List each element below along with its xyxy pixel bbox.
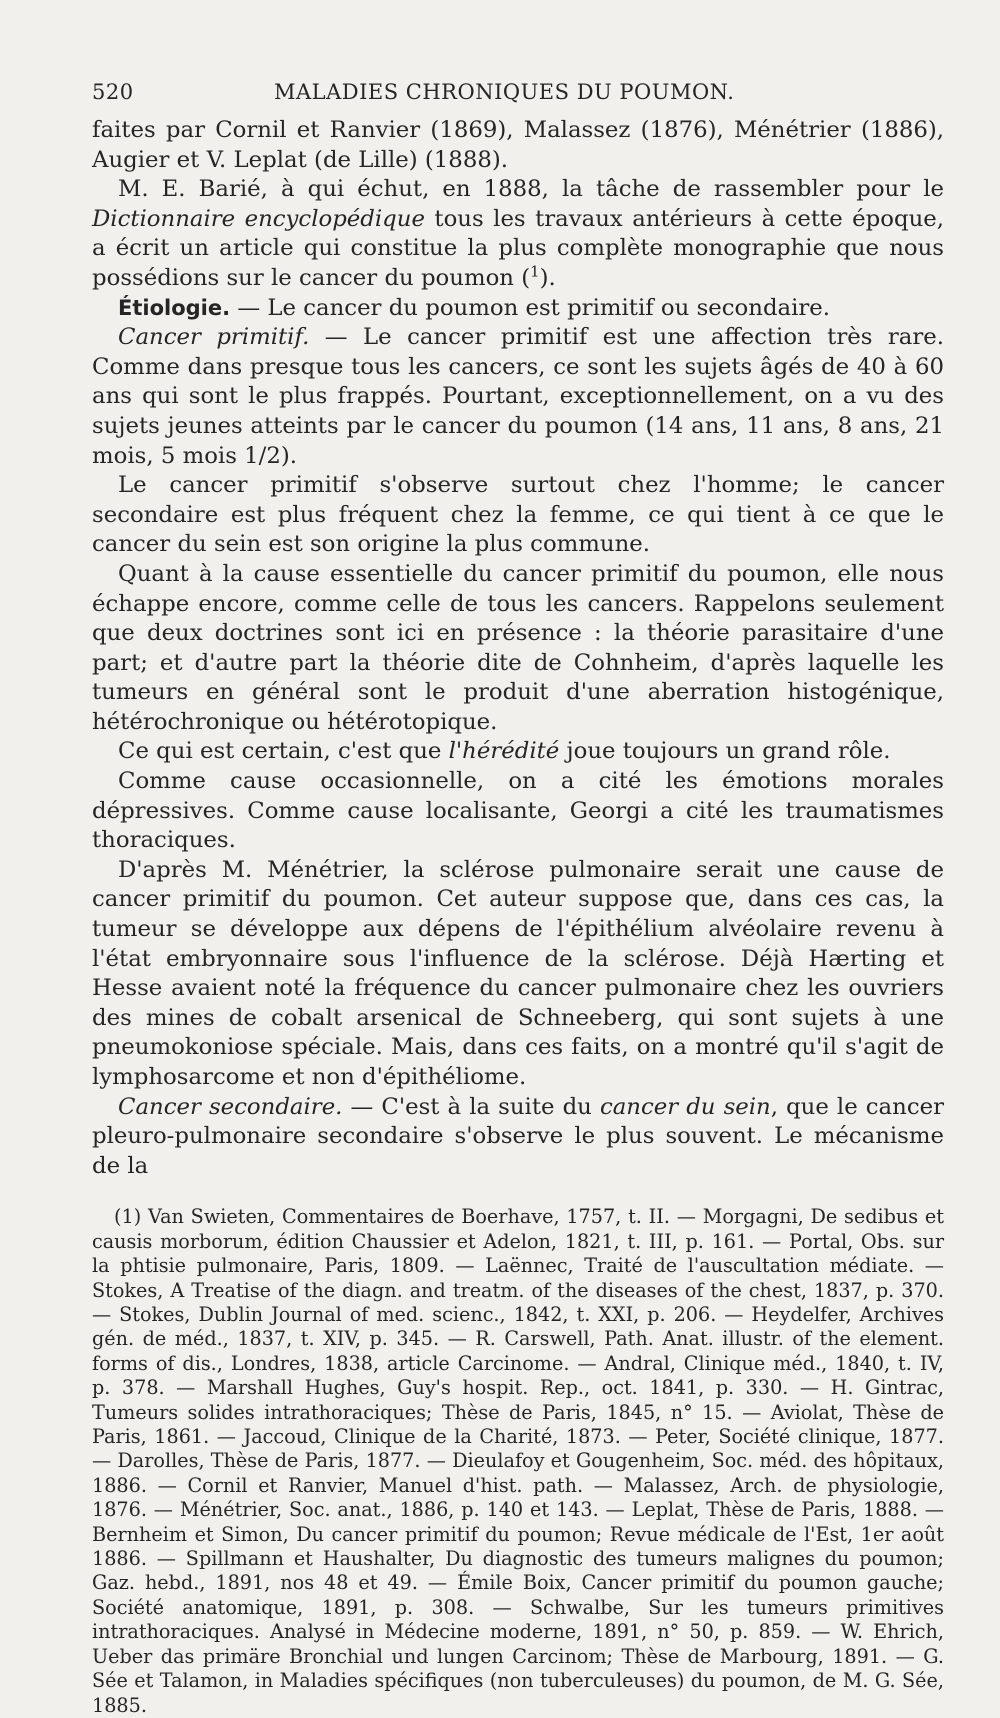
paragraph-8: Comme cause occasionnelle, on a cité les émotions morales dépressives. Comme cause localisante, Georgi a cité les traumatismes thoraciques. (92, 768, 944, 854)
footnote-1 (92, 1205, 944, 1718)
footnote-marker: (1) (114, 1205, 142, 1229)
section-heading: Étiologie. (118, 295, 231, 320)
subheading-secondaire: Cancer secondaire. (118, 1093, 343, 1120)
footnotes (92, 1205, 944, 1718)
page-number: 520 (92, 80, 134, 104)
footnote-ref: 1 (530, 263, 540, 281)
paragraph-5: Le cancer primitif s'observe surtout chez l'homme; le cancer secondaire est plus fréquent chez la femme, ce qui tient à ce que le cancer du sein est son origine la plus commune. (92, 472, 944, 558)
paragraph-cancer-secondaire: Cancer secondaire. — C'est à la suite du cancer du sein, que le cancer pleuro-pulmonaire secondaire s'observe le plus souvent. Le mécanisme de la (92, 1093, 944, 1179)
paragraph-7: Ce qui est certain, c'est que l'hérédité joue toujours un grand rôle. (118, 738, 891, 765)
footnote-text: Van Swieten, Commentaires de Boerhave, 1757, t. II. — Morgagni, De sedibus et causis morborum, édition Chaussier et Adelon, 1821, t. III, p. 161. — Portal, Obs. sur la phtisie pulmonaire, Paris, 1809. — Laënnec, Traité de l'auscultation médiate. — Stokes, A Treatise of the diagn. and treatm. of the diseases of the chest, 1837, p. 370. — Stokes, Dublin Journal of med. scienc., 1842, t. XXI, p. 206. — Heydelfer, Archives gén. de méd., 1837, t. XIV, p. 345. — R. Carswell, Path. Anat. illustr. of the element. forms of dis., Londres, 1838, article Carcinome. — Andral, Clinique méd., 1840, t. IV, p. 378. — Marshall Hughes, Guy's hospit. Rep., oct. 1841, p. 330. — H. Gintrac, Tumeurs solides intrathoraciques; Thèse de Paris, 1845, n° 15. — Aviolat, Thèse de Paris, 1861. — Jaccoud, Clinique de la Charité, 1873. — Peter, Société clinique, 1877. — Darolles, Thèse de Paris, 1877. — Dieulafoy et Gougenheim, Soc. méd. des hôpitaux, 1886. — Cornil et Ranvier, Manuel d'hist. path. — Malassez, Arch. de physiologie, 1876. — Ménétrier, Soc. anat., 1886, p. 140 et 143. — Leplat, Thèse de Paris, 1888. — Bernheim et Simon, Du cancer primitif du poumon; Revue médicale de l'Est, 1er août 1886. — Spillmann et Haushalter, Du diagnostic des tumeurs malignes du poumon; Gaz. hebd., 1891, nos 48 et 49. — Émile Boix, Cancer primitif du poumon gauche; Société anatomique, 1891, p. 308. — Schwalbe, Sur les tumeurs primitives intrathoraciques. Analysé in Médecine moderne, 1891, n° 50, p. 859. — W. Ehrich, Ueber das primäre Bronchial und lungen Carcinom; Thèse de Marbourg, 1891. — G. Sée et Talamon, in Maladies spécifiques (non tuberculeuses) du poumon, de M. G. Sée, 1885. (92, 1205, 944, 1717)
paragraph-6: Quant à la cause essentielle du cancer primitif du poumon, elle nous échappe encore, comme celle de tous les cancers. Rappelons seulement que deux doctrines sont ici en présence : la théorie parasitaire d'une part; et d'autre part la théorie dite de Cohnheim, d'après laquelle les tumeurs en général sont le produit d'une aberration histogénique, hétérochronique ou hétérotopique. (92, 560, 944, 735)
paragraph-etiologie: Étiologie. — Le cancer du poumon est primitif ou secondaire. (118, 294, 831, 321)
running-title: MALADIES CHRONIQUES DU POUMON. (274, 80, 735, 104)
paragraph-1: faites par Cornil et Ranvier (1869), Malassez (1876), Ménétrier (1886), Augier et V. Leplat (de Lille) (1888). (92, 117, 944, 173)
book-page (92, 80, 944, 1718)
paragraph-2: M. E. Barié, à qui échut, en 1888, la tâche de rassembler pour le Dictionnaire encyclopédique tous les travaux antérieurs à cette époque, a écrit un article qui constitue la plus complète monographie que nous possédions sur le cancer du poumon ($^1$). (92, 176, 944, 291)
paragraph-9: D'après M. Ménétrier, la sclérose pulmonaire serait une cause de cancer primitif du poumon. Cet auteur suppose que, dans ces cas, la tumeur se développe aux dépens de l'épithélium alvéolaire revenu à l'état embryonnaire sous l'influence de la sclérose. Déjà Hærting et Hesse avaient noté la fréquence du cancer pulmonaire chez les ouvriers des mines de cobalt arsenical de Schneeberg, qui sont sujets à une pneumokoniose spéciale. Mais, dans ces faits, on a montré qu'il s'agit de lymphosarcome et non d'épithéliome. (92, 856, 944, 1090)
main-text (92, 116, 944, 1181)
running-header (92, 80, 944, 116)
paragraph-cancer-primitif: Cancer primitif. — Le cancer primitif est une affection très rare. Comme dans presque tous les cancers, ce sont les sujets âgés de 40 à 60 ans qui sont le plus frappés. Pourtant, exceptionnellement, on a vu des sujets jeunes atteints par le cancer du poumon (14 ans, 11 ans, 8 ans, 21 mois, 5 mois 1/2). (92, 324, 944, 469)
footnote-separator (92, 1181, 944, 1195)
subheading-primitif: Cancer primitif. (118, 324, 310, 351)
